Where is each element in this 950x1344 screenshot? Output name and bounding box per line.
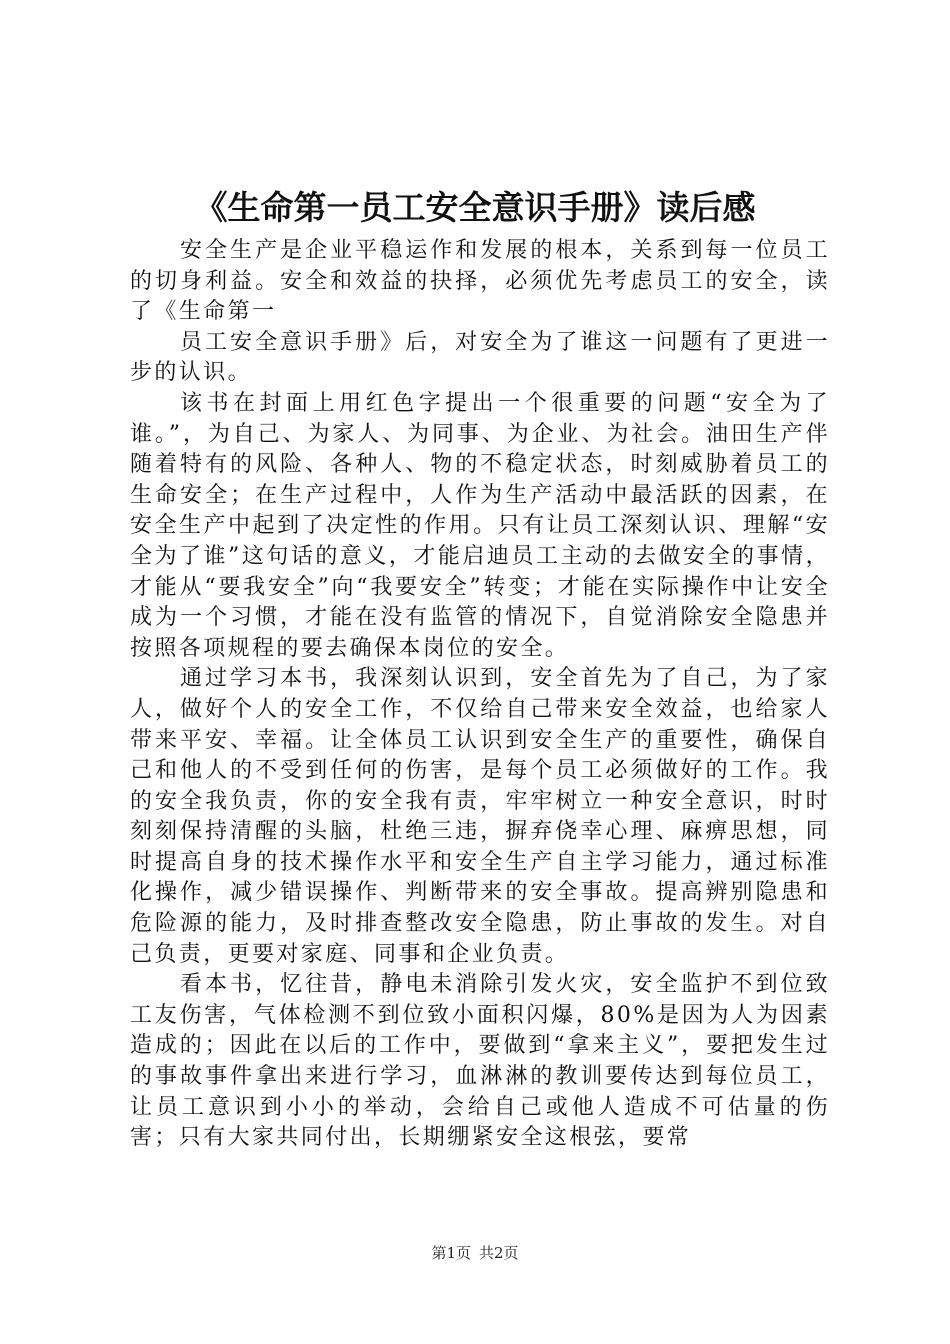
paragraph-2: 员工安全意识手册》后，对安全为了谁这一问题有了更进一步的认识。 — [130, 329, 830, 386]
paragraph-3: 该书在封面上用红色字提出一个很重要的问题“安全为了谁。”，为自己、为家人、为同事、为企业、为社会。油田生产伴随着特有的风险、各种人、物的不稳定状态，时刻威胁着员工的生命安全；在生产过程中，人作为生产活动中最活跃的因素，在安全生产中起到了决定性的作用。只有让员工深刻认识、理解“安全为了谁”这句话的意义，才能启迪员工主动的去做安全的事情，才能从“要我安全”向“我要安全”转变；才能在实际操作中让安全成为一个习惯，才能在没有监管的情况下，自觉消除安全隐患并按照各项规程的要去确保本岗位的安全。 — [130, 390, 830, 661]
document-title: 《生命第一员工安全意识手册》读后感 — [194, 188, 756, 227]
paragraph-1: 安全生产是企业平稳运作和发展的根本，关系到每一位员工的切身利益。安全和效益的抉择，必须优先考虑员工的安全，读了《生命第一 — [130, 238, 830, 325]
paragraph-4: 通过学习本书，我深刻认识到，安全首先为了自己，为了家人，做好个人的安全工作，不仅给自己带来安全效益，也给家人带来平安、幸福。让全体员工认识到安全生产的重要性，确保自己和他人的不受到任何的伤害，是每个员工必须做好的工作。我的安全我负责，你的安全我有责，牢牢树立一种安全意识，时时刻刻保持清醒的头脑，杜绝三违，摒弃侥幸心理、麻痹思想，同时提高自身的技术操作水平和安全生产自主学习能力，通过标准化操作，减少错误操作、判断带来的安全事故。提高辨别隐患和危险源的能力，及时排查整改安全隐患，防止事故的发生。对自己负责，更要对家庭、同事和企业负责。 — [130, 666, 830, 967]
page-number: 第1页 — [431, 1244, 471, 1262]
page-total: 共2页 — [479, 1244, 519, 1262]
paragraph-5: 看本书，忆往昔，静电未消除引发火灾，安全监护不到位致工友伤害，气体检测不到位致小面积闪爆，80%是因为人为因素造成的；因此在以后的工作中，要做到“拿来主义”，要把发生过的事故事件拿出来进行学习，血淋淋的教训要传达到每位员工，让员工意识到小小的举动，会给自己或他人造成不可估量的伤害；只有大家共同付出，长期绷紧安全这根弦，要常 — [130, 972, 830, 1151]
document-body — [130, 236, 830, 1154]
page-footer — [0, 1243, 950, 1263]
